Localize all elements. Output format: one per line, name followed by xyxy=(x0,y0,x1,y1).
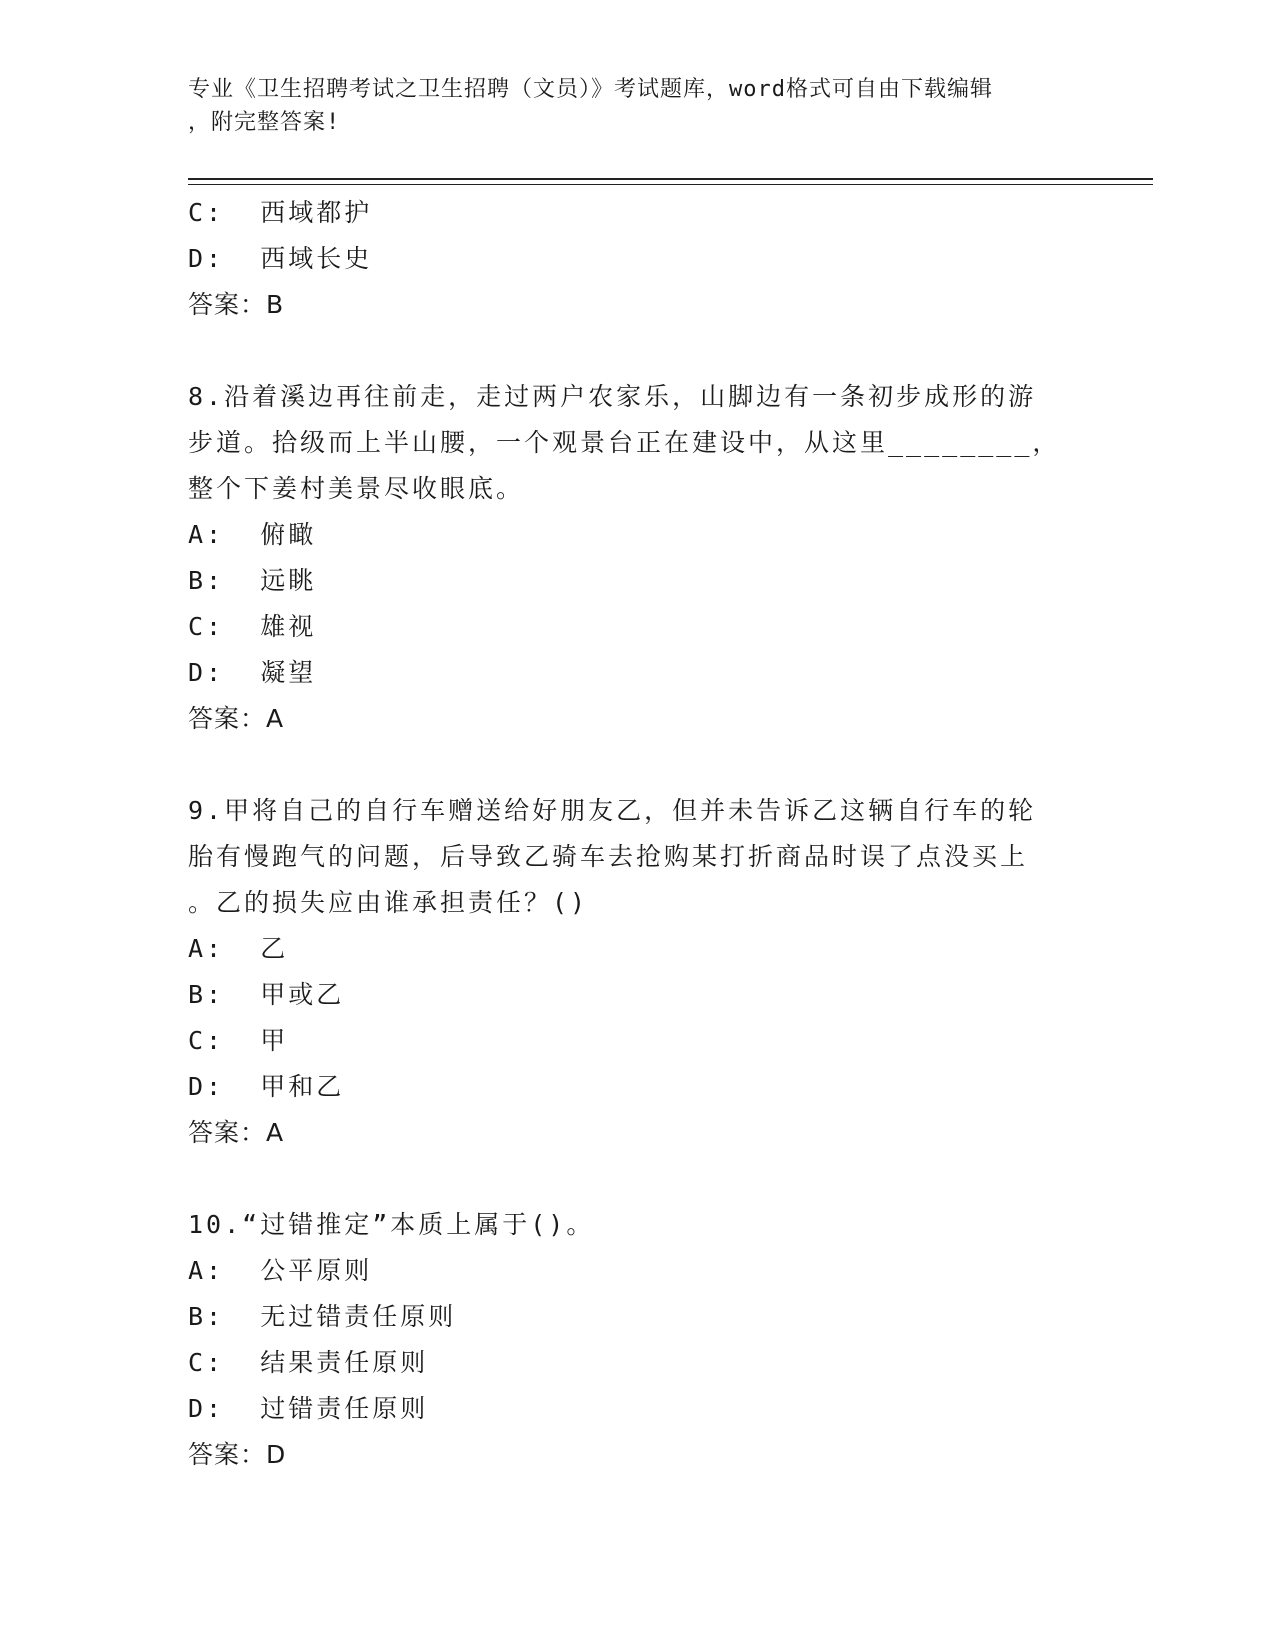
option-b: B: 远眺 xyxy=(188,566,317,595)
option-c: C: 西域都护 xyxy=(188,198,373,227)
question-9 xyxy=(188,788,1068,1156)
option-c: C: 结果责任原则 xyxy=(188,1348,429,1377)
question-8 xyxy=(188,374,1068,742)
spacer xyxy=(188,742,1068,788)
option-d: D: 过错责任原则 xyxy=(188,1394,429,1423)
option-d: D: 西域长史 xyxy=(188,244,373,273)
answer-line: 答案：D xyxy=(188,1440,287,1469)
answer-line: 答案：B xyxy=(188,290,285,319)
question-content xyxy=(188,190,1068,1478)
question-10 xyxy=(188,1202,1068,1478)
answer-line: 答案：A xyxy=(188,1118,285,1147)
question-stem-line: 9.甲将自己的自行车赠送给好朋友乙，但并未告诉乙这辆自行车的轮 xyxy=(188,796,1037,825)
option-a: A: 公平原则 xyxy=(188,1256,373,1285)
option-c: C: 甲 xyxy=(188,1026,289,1055)
document-header xyxy=(188,73,1088,139)
option-a: A: 俯瞰 xyxy=(188,520,317,549)
header-line-1: 专业《卫生招聘考试之卫生招聘（文员）》考试题库，word格式可自由下载编辑 xyxy=(188,77,993,102)
header-line-2: ，附完整答案! xyxy=(188,110,341,135)
spacer xyxy=(188,1156,1068,1202)
header-divider-thick xyxy=(188,178,1153,180)
answer-line: 答案：A xyxy=(188,704,285,733)
question-7-tail xyxy=(188,190,1068,328)
option-b: B: 无过错责任原则 xyxy=(188,1302,457,1331)
question-stem-line: 整个下姜村美景尽收眼底。 xyxy=(188,474,525,503)
spacer xyxy=(188,328,1068,374)
question-stem-line: 步道。拾级而上半山腰，一个观景台正在建设中，从这里________， xyxy=(188,428,1061,457)
option-a: A: 乙 xyxy=(188,934,289,963)
question-stem-line: 10.“过错推定”本质上属于()。 xyxy=(188,1210,595,1239)
question-stem-line: 8.沿着溪边再往前走，走过两户农家乐，山脚边有一条初步成形的游 xyxy=(188,382,1037,411)
option-d: D: 凝望 xyxy=(188,658,317,687)
question-stem-line: 胎有慢跑气的问题，后导致乙骑车去抢购某打折商品时误了点没买上 xyxy=(188,842,1029,871)
option-d: D: 甲和乙 xyxy=(188,1072,345,1101)
question-stem-line: 。乙的损失应由谁承担责任？() xyxy=(188,888,589,917)
option-b: B: 甲或乙 xyxy=(188,980,345,1009)
option-c: C: 雄视 xyxy=(188,612,317,641)
header-divider-thin xyxy=(188,184,1153,185)
